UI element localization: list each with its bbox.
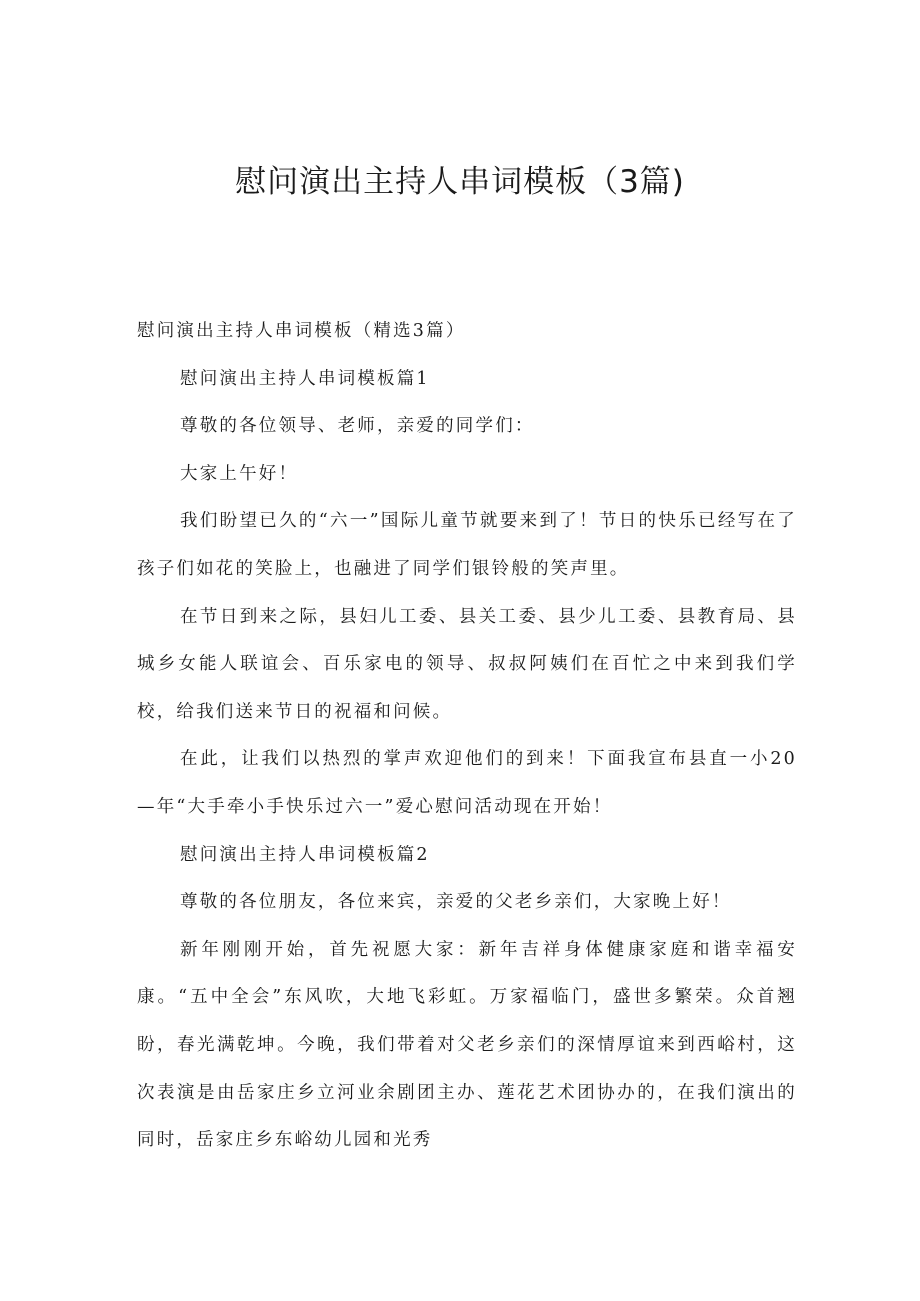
document-body	[137, 308, 797, 1165]
paragraph: 在节日到来之际，县妇儿工委、县关工委、县少儿工委、县教育局、县城乡女能人联谊会、百乐家电的领导、叔叔阿姨们在百忙之中来到我们学校，给我们送来节日的祝福和问候。	[137, 606, 797, 722]
document-title: 慰问演出主持人串词模板（3篇)	[235, 164, 685, 200]
paragraph-section-heading-1: 慰问演出主持人串词模板篇1	[180, 368, 430, 389]
paragraph-section-heading-2: 慰问演出主持人串词模板篇2	[180, 844, 430, 865]
paragraph: 在此，让我们以热烈的掌声欢迎他们的到来！下面我宣布县直一小20—年“大手牵小手快乐过六一”爱心慰问活动现在开始！	[137, 749, 797, 817]
paragraph: 尊敬的各位领导、老师，亲爱的同学们：	[180, 416, 535, 437]
paragraph: 大家上午好！	[180, 463, 299, 484]
paragraph-subtitle: 慰问演出主持人串词模板（精选3篇）	[137, 321, 466, 341]
paragraph: 尊敬的各位朋友，各位来宾，亲爱的父老乡亲们，大家晚上好！	[180, 892, 732, 913]
paragraph: 我们盼望已久的“六一”国际儿童节就要来到了！节日的快乐已经写在了孩子们如花的笑脸上，也融进了同学们银铃般的笑声里。	[137, 511, 797, 579]
paragraph: 新年刚刚开始，首先祝愿大家：新年吉祥身体健康家庭和谐幸福安康。“五中全会”东风吹，大地飞彩虹。万家福临门，盛世多繁荣。众首翘盼，春光满乾坤。今晚，我们带着对父老乡亲们的深情厚谊来到西峪村，这次表演是由岳家庄乡立河业余剧团主办、莲花艺术团协办的，在我们演出的同时，岳家庄乡东峪幼儿园和光秀	[137, 939, 797, 1151]
